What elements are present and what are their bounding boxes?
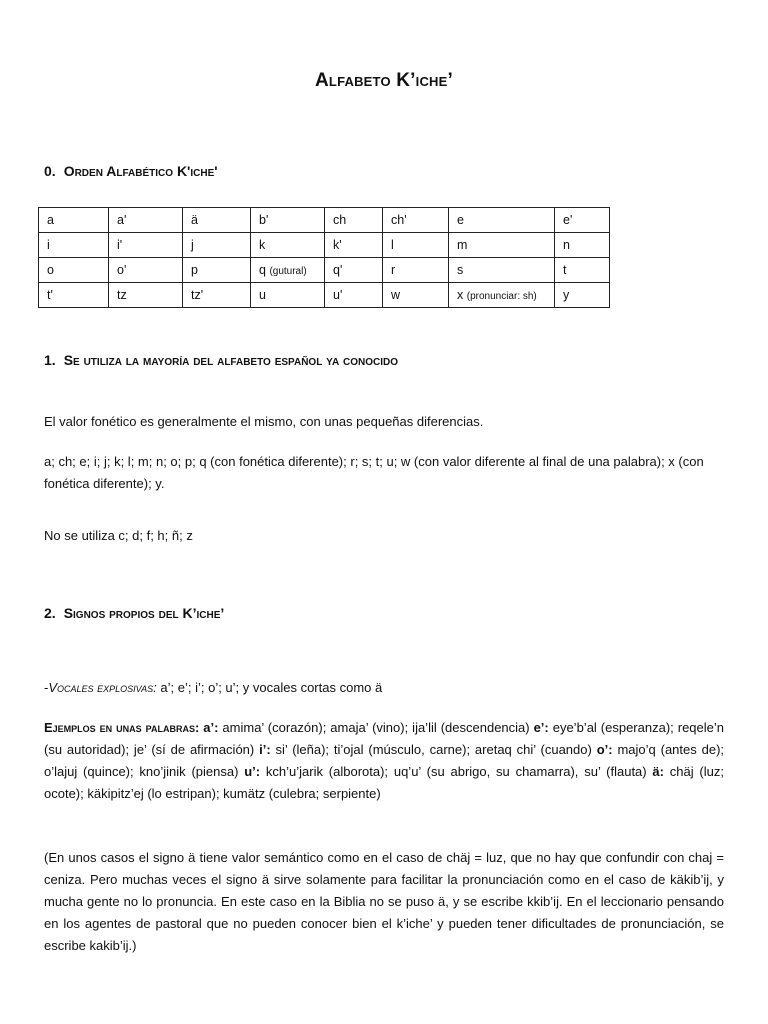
table-cell: a' bbox=[109, 208, 183, 233]
ex-ae-label: ä: bbox=[652, 764, 664, 779]
table-row bbox=[39, 233, 610, 258]
ex-e-label: e’: bbox=[533, 720, 549, 735]
section-2-number: 2. bbox=[44, 605, 56, 621]
page-title: Alfabeto K’iche’ bbox=[315, 70, 453, 91]
ex-u-label: u’: bbox=[244, 764, 261, 779]
table-cell: l bbox=[383, 233, 449, 258]
table-cell: tz' bbox=[183, 283, 251, 308]
ex-a-label: a’: bbox=[203, 720, 219, 735]
ex-a-text: amima’ (corazón); amaja’ (vino); ija’lil (descendencia) bbox=[218, 720, 534, 735]
table-cell: t' bbox=[39, 283, 109, 308]
letters-list: a; ch; e; i; j; k; l; m; n; o; p; q (con fonética diferente); r; s; t; u; w (con valor diferente al final de una palabra); x (con fonética diferente); y. bbox=[44, 454, 704, 491]
table-cell: n bbox=[555, 233, 610, 258]
table-cell: s bbox=[449, 258, 555, 283]
section-0-heading bbox=[44, 163, 218, 179]
ejemplos-label: Ejemplos en unas palabras: bbox=[44, 720, 200, 735]
section-1-title: Se utiliza la mayoría del alfabeto español ya conocido bbox=[63, 352, 399, 368]
ex-o-label: o’: bbox=[596, 742, 613, 757]
phonetic-note: El valor fonético es generalmente el mismo, con unas pequeñas diferencias. bbox=[44, 414, 484, 429]
table-cell: o' bbox=[109, 258, 183, 283]
ejemplos-paragraph bbox=[44, 717, 724, 805]
table-row bbox=[39, 208, 610, 233]
table-cell: tz bbox=[109, 283, 183, 308]
section-1-number: 1. bbox=[44, 352, 56, 368]
table-cell: e bbox=[449, 208, 555, 233]
ex-u-text: kch’u’jarik (alborota); uq’u’ (su abrigo, su chamarra), su’ (flauta) bbox=[260, 764, 653, 779]
table-cell: u' bbox=[325, 283, 383, 308]
table-cell: o bbox=[39, 258, 109, 283]
ex-ae-text: chäj (luz; ocote); käkipitz’ej (lo estripan); kumätz (culebra; serpiente) bbox=[44, 764, 724, 801]
section-0-title: Orden Alfabético K'iche' bbox=[63, 163, 218, 179]
table-cell: i' bbox=[109, 233, 183, 258]
table-cell: p bbox=[183, 258, 251, 283]
table-cell: e' bbox=[555, 208, 610, 233]
table-cell: ä bbox=[183, 208, 251, 233]
vocales-label: Vocales explosivas: bbox=[48, 680, 157, 695]
table-cell: k bbox=[251, 233, 325, 258]
table-cell: q' bbox=[325, 258, 383, 283]
table-row bbox=[39, 283, 610, 308]
table-cell: x (pronunciar: sh) bbox=[449, 283, 555, 308]
vocales-explosivas bbox=[44, 677, 724, 699]
table-row bbox=[39, 258, 610, 283]
table-cell: ch bbox=[325, 208, 383, 233]
ex-o-text: majo’q (antes de); o’lajuj (quince); kno’jinik (piensa) bbox=[44, 742, 725, 779]
table-cell: u bbox=[251, 283, 325, 308]
ex-e-text: eye’b’al (esperanza); reqele’n (su autoridad); je’ (sí de afirmación) bbox=[44, 720, 724, 757]
unused-letters: No se utiliza c; d; f; h; ñ; z bbox=[44, 528, 193, 543]
ex-i-text: si’ (leña); ti’ojal (músculo, carne); aretaq chi’ (cuando) bbox=[270, 742, 597, 757]
table-cell: w bbox=[383, 283, 449, 308]
table-cell: m bbox=[449, 233, 555, 258]
section-1-heading bbox=[44, 352, 398, 368]
table-cell: a bbox=[39, 208, 109, 233]
note-paragraph: (En unos casos el signo ä tiene valor semántico como en el caso de chäj = luz, que no hay que confundir con chaj = ceniza. Pero muchas veces el signo ä sirve solamente para facilitar la pronunciación como en el caso de käkib’ij, y mucha gente no lo pronuncia. En este caso en la Biblia no se puso ä, y se escribe kkib’ij. En el leccionario pensando en los agentes de pastoral que no pueden conocer bien el k’iche’ y pueden tener dificultades de pronunciación, se escribe kakib’ij.) bbox=[44, 850, 724, 953]
table-cell: ch' bbox=[383, 208, 449, 233]
table-cell: i bbox=[39, 233, 109, 258]
table-cell: b' bbox=[251, 208, 325, 233]
table-cell: j bbox=[183, 233, 251, 258]
section-0-number: 0. bbox=[44, 163, 56, 179]
section-2-heading bbox=[44, 605, 224, 621]
ex-i-label: i’: bbox=[259, 742, 271, 757]
vocales-text: a’; e’; i’; o’; u’; y vocales cortas como ä bbox=[156, 680, 383, 695]
table-cell: r bbox=[383, 258, 449, 283]
vocales-prefix: - bbox=[44, 680, 49, 695]
section-2-title: Signos propios del K’iche’ bbox=[63, 605, 225, 621]
alphabet-table bbox=[38, 207, 610, 308]
table-cell: y bbox=[555, 283, 610, 308]
table-cell: t bbox=[555, 258, 610, 283]
table-cell: q (gutural) bbox=[251, 258, 325, 283]
table-cell: k' bbox=[325, 233, 383, 258]
